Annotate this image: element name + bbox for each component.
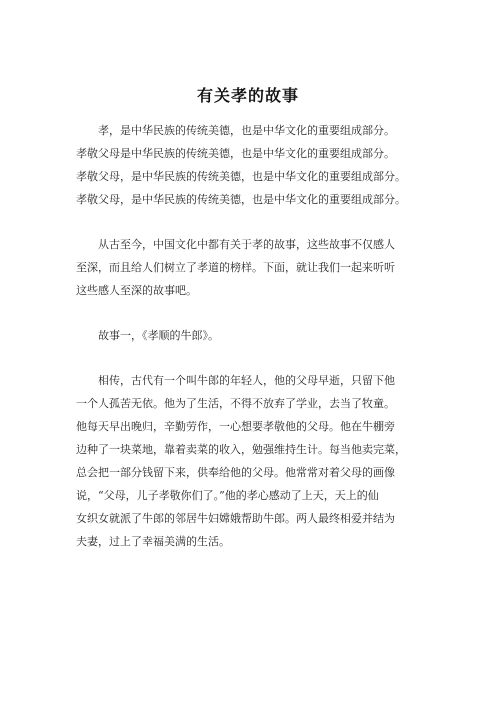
paragraph-4-line-3: 他每天早出晚归，辛勤劳作，一心想要孝敬他的父母。他在牛棚旁 <box>76 420 395 433</box>
paragraph-4-line-6: 说，“父母，儿子孝敬你们了。”他的孝心感动了上天，天上的仙 <box>76 489 379 502</box>
paragraph-3-line-1: 故事一，《孝顺的牛郎》。 <box>98 329 219 342</box>
paragraph-4-line-2: 一个人孤苦无依。他为了生活，不得不放弃了学业，去当了牧童。 <box>76 397 395 410</box>
paragraph-4-line-1: 相传，古代有一个叫牛郎的年轻人，他的父母早逝，只留下他 <box>98 374 395 387</box>
paragraph-4-line-5: 总会把一部分钱留下来，供奉给他的父母。他常常对着父母的画像 <box>76 466 395 479</box>
paragraph-2-line-1: 从古至今，中国文化中都有关于孝的故事，这些故事不仅感人 <box>98 238 395 251</box>
paragraph-1-line-4: 孝敬父母，是中华民族的传统美德，也是中华文化的重要组成部分。 <box>76 193 406 206</box>
paragraph-2-line-3: 这些感人至深的故事吧。 <box>76 284 197 297</box>
paragraph-4-line-8: 夫妻，过上了幸福美满的生活。 <box>76 535 230 548</box>
paragraph-1-line-2: 孝敬父母是中华民族的传统美德，也是中华文化的重要组成部分。 <box>76 147 395 160</box>
paragraph-1-line-3: 孝敬父母，是中华民族的传统美德，也是中华文化的重要组成部分。 <box>76 170 406 183</box>
document-title: 有关孝的故事 <box>196 86 299 105</box>
paragraph-1-line-1: 孝，是中华民族的传统美德，也是中华文化的重要组成部分。 <box>98 124 395 137</box>
paragraph-2-line-2: 至深，而且给人们树立了孝道的榜样。下面，就让我们一起来听听 <box>76 261 395 274</box>
paragraph-4-line-4: 边种了一块菜地，靠着卖菜的收入，勉强维持生计。每当他卖完菜， <box>76 443 406 456</box>
paragraph-4-line-7: 女织女就派了牛郎的邻居牛妇嫦娥帮助牛郎。两人最终相爱并结为 <box>76 512 395 525</box>
